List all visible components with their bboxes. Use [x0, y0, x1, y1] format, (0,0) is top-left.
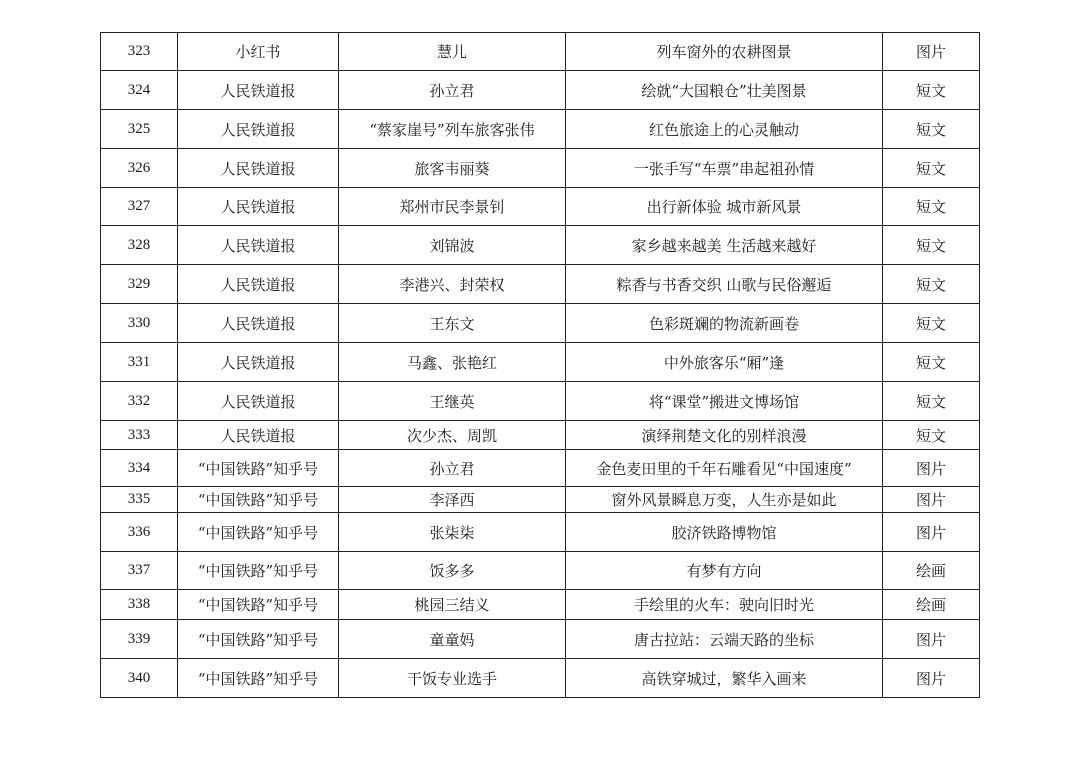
- row-number: 339: [101, 620, 178, 659]
- row-number: 331: [101, 343, 178, 382]
- row-number: 336: [101, 513, 178, 552]
- media-cell: 人民铁道报: [178, 149, 339, 188]
- title-cell: 列车窗外的农耕图景: [566, 33, 883, 71]
- author-cell: 孙立君: [339, 450, 566, 487]
- media-cell: “中国铁路”知乎号: [178, 659, 339, 698]
- table-row: [101, 382, 980, 421]
- row-number: 338: [101, 590, 178, 620]
- author-cell: 慧儿: [339, 33, 566, 71]
- media-cell: “中国铁路”知乎号: [178, 513, 339, 552]
- title-cell: 唐古拉站：云端天路的坐标: [566, 620, 883, 659]
- type-cell: 图片: [883, 513, 980, 552]
- title-cell: 高铁穿城过，繁华入画来: [566, 659, 883, 698]
- author-cell: “蔡家崖号”列车旅客张伟: [339, 110, 566, 149]
- row-number: 326: [101, 149, 178, 188]
- author-cell: 王东文: [339, 304, 566, 343]
- media-cell: 小红书: [178, 33, 339, 71]
- row-number: 328: [101, 226, 178, 265]
- title-cell: 有梦有方向: [566, 552, 883, 590]
- table-row: [101, 265, 980, 304]
- row-number: 329: [101, 265, 178, 304]
- media-cell: “中国铁路”知乎号: [178, 620, 339, 659]
- type-cell: 绘画: [883, 552, 980, 590]
- type-cell: 短文: [883, 304, 980, 343]
- media-cell: “中国铁路”知乎号: [178, 552, 339, 590]
- title-cell: 胶济铁路博物馆: [566, 513, 883, 552]
- type-cell: 短文: [883, 149, 980, 188]
- author-cell: 刘锦波: [339, 226, 566, 265]
- table-row: [101, 149, 980, 188]
- table-row: [101, 226, 980, 265]
- table-row: [101, 590, 980, 620]
- author-cell: 次少杰、周凯: [339, 421, 566, 450]
- media-cell: 人民铁道报: [178, 304, 339, 343]
- media-cell: 人民铁道报: [178, 226, 339, 265]
- type-cell: 短文: [883, 421, 980, 450]
- type-cell: 短文: [883, 265, 980, 304]
- row-number: 333: [101, 421, 178, 450]
- type-cell: 短文: [883, 71, 980, 110]
- author-cell: 马鑫、张艳红: [339, 343, 566, 382]
- author-cell: 张柒柒: [339, 513, 566, 552]
- table-row: [101, 343, 980, 382]
- author-cell: 干饭专业选手: [339, 659, 566, 698]
- type-cell: 图片: [883, 450, 980, 487]
- media-cell: 人民铁道报: [178, 382, 339, 421]
- row-number: 323: [101, 33, 178, 71]
- table-row: [101, 304, 980, 343]
- author-cell: 郑州市民李景钊: [339, 188, 566, 226]
- author-cell: 王继英: [339, 382, 566, 421]
- type-cell: 短文: [883, 226, 980, 265]
- author-cell: 旅客韦丽葵: [339, 149, 566, 188]
- table-row: [101, 33, 980, 71]
- table-row: [101, 487, 980, 513]
- author-cell: 桃园三结义: [339, 590, 566, 620]
- title-cell: 家乡越来越美 生活越来越好: [566, 226, 883, 265]
- row-number: 324: [101, 71, 178, 110]
- type-cell: 短文: [883, 382, 980, 421]
- table-row: [101, 110, 980, 149]
- author-cell: 孙立君: [339, 71, 566, 110]
- type-cell: 图片: [883, 659, 980, 698]
- media-cell: 人民铁道报: [178, 71, 339, 110]
- row-number: 334: [101, 450, 178, 487]
- title-cell: 绘就“大国粮仓”壮美图景: [566, 71, 883, 110]
- media-cell: “中国铁路”知乎号: [178, 487, 339, 513]
- title-cell: 出行新体验 城市新风景: [566, 188, 883, 226]
- row-number: 335: [101, 487, 178, 513]
- media-cell: “中国铁路”知乎号: [178, 450, 339, 487]
- table-row: [101, 450, 980, 487]
- type-cell: 短文: [883, 188, 980, 226]
- row-number: 337: [101, 552, 178, 590]
- title-cell: 色彩斑斓的物流新画卷: [566, 304, 883, 343]
- row-number: 327: [101, 188, 178, 226]
- type-cell: 图片: [883, 33, 980, 71]
- works-table: [100, 32, 980, 698]
- title-cell: 将“课堂”搬进文博场馆: [566, 382, 883, 421]
- title-cell: 一张手写“车票”串起祖孙情: [566, 149, 883, 188]
- type-cell: 短文: [883, 343, 980, 382]
- title-cell: 窗外风景瞬息万变，人生亦是如此: [566, 487, 883, 513]
- row-number: 330: [101, 304, 178, 343]
- title-cell: 粽香与书香交织 山歌与民俗邂逅: [566, 265, 883, 304]
- author-cell: 童童妈: [339, 620, 566, 659]
- table-row: [101, 188, 980, 226]
- author-cell: 饭多多: [339, 552, 566, 590]
- table-row: [101, 620, 980, 659]
- author-cell: 李泽西: [339, 487, 566, 513]
- table-row: [101, 71, 980, 110]
- title-cell: 手绘里的火车：驶向旧时光: [566, 590, 883, 620]
- media-cell: 人民铁道报: [178, 343, 339, 382]
- table-row: [101, 421, 980, 450]
- title-cell: 红色旅途上的心灵触动: [566, 110, 883, 149]
- row-number: 325: [101, 110, 178, 149]
- media-cell: 人民铁道报: [178, 265, 339, 304]
- media-cell: “中国铁路”知乎号: [178, 590, 339, 620]
- title-cell: 演绎荆楚文化的别样浪漫: [566, 421, 883, 450]
- row-number: 340: [101, 659, 178, 698]
- title-cell: 中外旅客乐“厢”逢: [566, 343, 883, 382]
- media-cell: 人民铁道报: [178, 188, 339, 226]
- title-cell: 金色麦田里的千年石雕看见“中国速度”: [566, 450, 883, 487]
- type-cell: 绘画: [883, 590, 980, 620]
- type-cell: 短文: [883, 110, 980, 149]
- author-cell: 李港兴、封荣权: [339, 265, 566, 304]
- media-cell: 人民铁道报: [178, 110, 339, 149]
- table-row: [101, 659, 980, 698]
- type-cell: 图片: [883, 620, 980, 659]
- row-number: 332: [101, 382, 178, 421]
- table-row: [101, 513, 980, 552]
- table-row: [101, 552, 980, 590]
- media-cell: 人民铁道报: [178, 421, 339, 450]
- type-cell: 图片: [883, 487, 980, 513]
